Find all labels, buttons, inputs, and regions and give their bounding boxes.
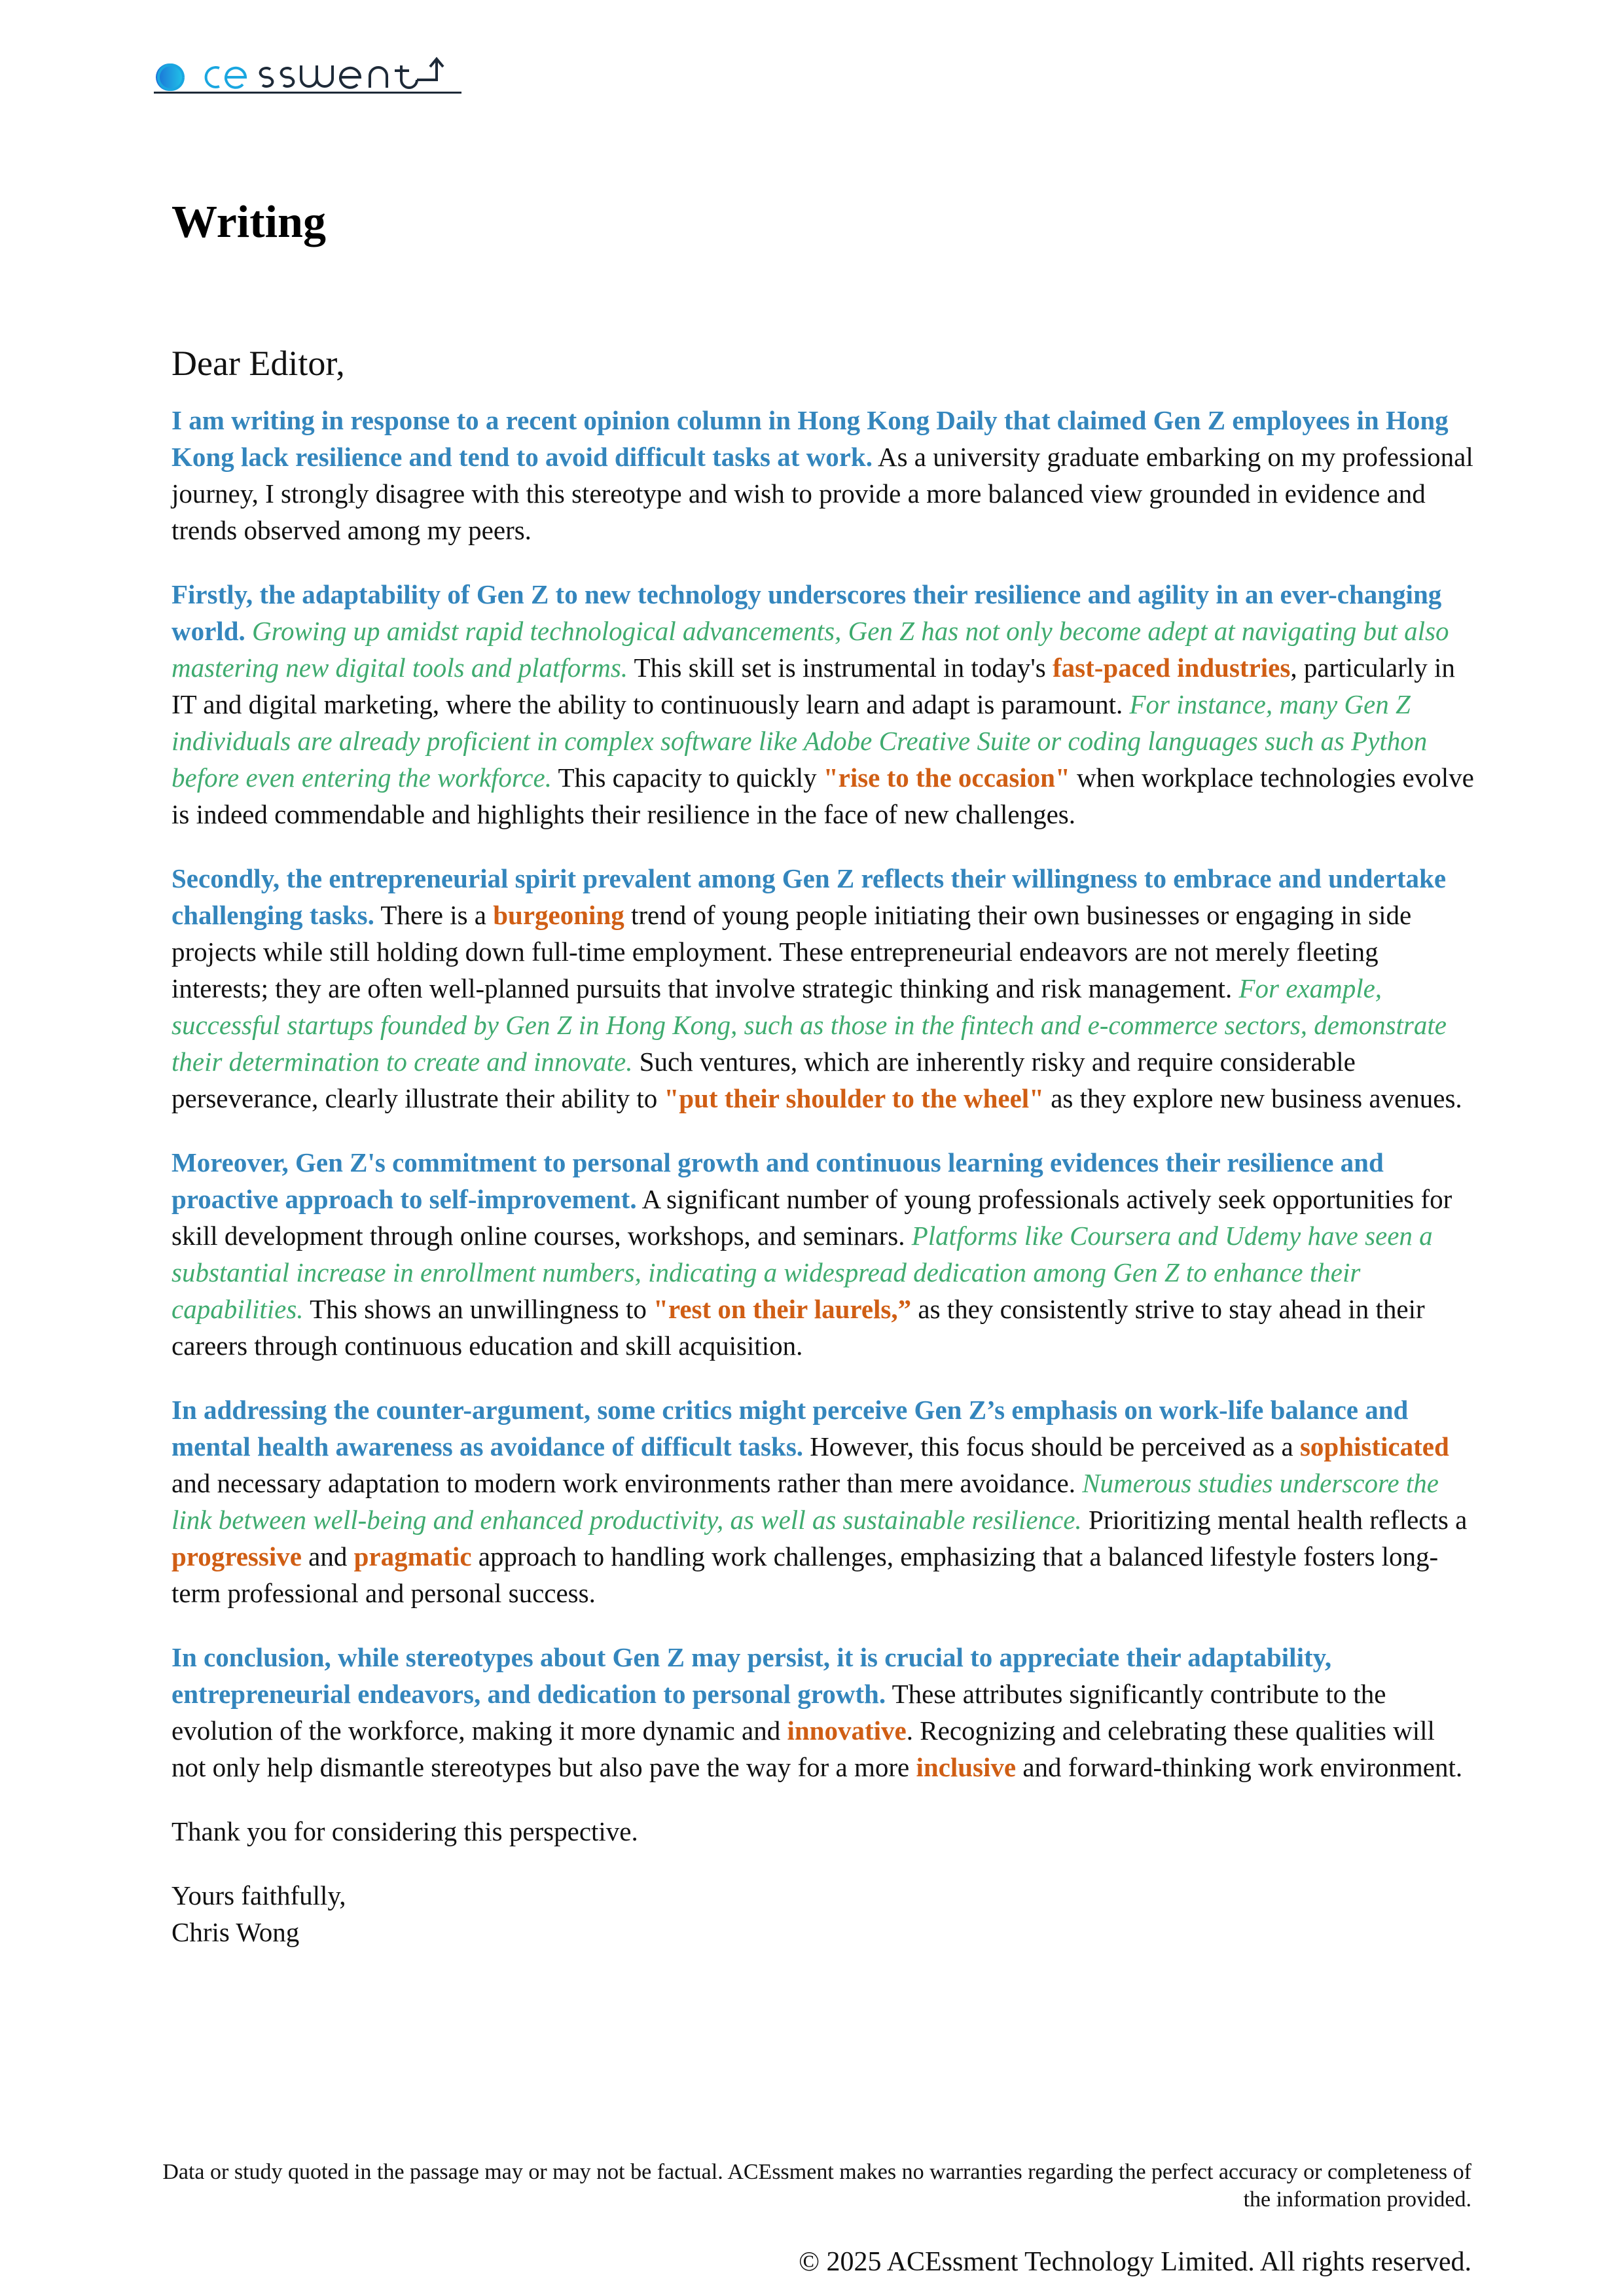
page-title: Writing — [171, 197, 326, 247]
letter-body — [171, 340, 1474, 1978]
vocab-highlight: progressive — [171, 1541, 302, 1571]
vocab-highlight: burgeoning — [493, 900, 624, 930]
example-sentence: For example, successful startups founded by Gen Z in Hong Kong, such as those in the fintech and e-commerce sectors, demonstrate their determination to create and innovate. — [171, 973, 1447, 1077]
topic-sentence: Moreover, Gen Z's commitment to personal growth and continuous learning evidences their resilience and proactive approach to self-improvement. — [171, 1147, 1384, 1214]
paragraph-entrepreneurship — [171, 860, 1474, 1117]
example-sentence: Growing up amidst rapid technological advancements, Gen Z has not only become adept at navigating but also mastering new digital tools and platforms. — [171, 616, 1449, 683]
body-text: approach to handling work challenges, emphasizing that a balanced lifestyle fosters long-term professional and personal success. — [171, 1541, 1439, 1608]
body-text: Prioritizing mental health reflects a — [1081, 1505, 1468, 1535]
topic-sentence: Firstly, the adaptability of Gen Z to new technology underscores their resilience and agility in an ever-changing world. — [171, 579, 1442, 646]
vocab-highlight: innovative — [787, 1715, 907, 1746]
body-text: and necessary adaptation to modern work environments rather than mere avoidance. — [171, 1468, 1075, 1498]
body-text: This shows an unwillingness to — [303, 1294, 654, 1324]
topic-sentence: I am writing in response to a recent opinion column in Hong Kong Daily that claimed Gen Z employees in Hong Kong lack resilience and tend to avoid difficult tasks at work. — [171, 405, 1449, 472]
vocab-highlight: fast-paced industries — [1053, 653, 1291, 683]
body-text: There is a — [374, 900, 494, 930]
thanks-line: Thank you for considering this perspective. — [171, 1816, 638, 1846]
body-text: , particularly in IT and digital marketing, where the ability to continuously learn and adapt is paramount. — [171, 653, 1455, 719]
topic-sentence: In addressing the counter-argument, some critics might perceive Gen Z’s emphasis on work-life balance and mental health awareness as avoidance of difficult tasks. — [171, 1395, 1409, 1462]
body-text: as they consistently strive to stay ahead in their careers through continuous education and skill acquisition. — [171, 1294, 1425, 1361]
sign-off-block — [171, 1877, 1474, 1950]
paragraph-conclusion — [171, 1639, 1474, 1785]
body-text: . Recognizing and celebrating these qualities will not only help dismantle stereotypes but also pave the way for a more — [171, 1715, 1435, 1782]
body-text: This capacity to quickly — [552, 762, 823, 793]
vocab-highlight: "put their shoulder to the wheel" — [664, 1083, 1044, 1113]
example-sentence: Numerous studies underscore the link between well-being and enhanced productivity, as well as sustainable resilience. — [171, 1468, 1439, 1535]
vocab-highlight: "rise to the occasion" — [823, 762, 1070, 793]
paragraph-counter-argument — [171, 1391, 1474, 1611]
vocab-highlight: sophisticated — [1299, 1431, 1449, 1462]
vocab-highlight: inclusive — [916, 1752, 1017, 1782]
body-text: As a university graduate embarking on my professional journey, I strongly disagree with this stereotype and wish to provide a more balanced view grounded in evidence and trends observed among my peers. — [171, 442, 1473, 545]
body-text: trend of young people initiating their own businesses or engaging in side projects while still holding down full-time employment. These entrepreneurial endeavors are not merely fleeting interests; they are often well-planned pursuits that involve strategic thinking and risk management. — [171, 900, 1412, 1003]
example-sentence: Platforms like Coursera and Udemy have seen a substantial increase in enrollment numbers, indicating a widespread dedication among Gen Z to enhance their capabilities. — [171, 1221, 1433, 1324]
vocab-highlight: pragmatic — [353, 1541, 472, 1571]
topic-sentence: Secondly, the entrepreneurial spirit prevalent among Gen Z reflects their willingness to embrace and undertake challenging tasks. — [171, 863, 1447, 930]
paragraph-technology — [171, 576, 1474, 833]
example-sentence: For instance, many Gen Z individuals are already proficient in complex software like Adobe Creative Suite or coding languages such as Python before even entering the workforce. — [171, 689, 1428, 793]
disclaimer: Data or study quoted in the passage may or may not be factual. ACEssment makes no warranties regarding the perfect accuracy or completeness of the information provided. — [162, 2160, 1471, 2212]
body-text: However, this focus should be perceived as a — [803, 1431, 1300, 1462]
sign-off: Yours faithfully, — [171, 1880, 346, 1910]
vocab-highlight: "rest on their laurels,” — [653, 1294, 912, 1324]
acessment-logo — [154, 51, 461, 98]
body-text: and — [301, 1541, 354, 1571]
body-text: as they explore new business avenues. — [1043, 1083, 1462, 1113]
paragraph-intro — [171, 402, 1474, 548]
body-text: This skill set is instrumental in today's — [628, 653, 1053, 683]
body-text: Such ventures, which are inherently risky and require considerable perseverance, clearly illustrate their ability to — [171, 1047, 1356, 1113]
signature: Chris Wong — [171, 1917, 300, 1947]
body-text: when workplace technologies evolve is indeed commendable and highlights their resilience in the face of new challenges. — [171, 762, 1474, 829]
salutation: Dear Editor, — [171, 344, 345, 383]
copyright: © 2025 ACEssment Technology Limited. All rights reserved. — [799, 2247, 1471, 2277]
body-text: A significant number of young professionals actively seek opportunities for skill development through online courses, workshops, and seminars. — [171, 1184, 1453, 1251]
paragraph-personal-growth — [171, 1144, 1474, 1364]
topic-sentence: In conclusion, while stereotypes about Gen Z may persist, it is crucial to appreciate their adaptability, entrepreneurial endeavors, and dedication to personal growth. — [171, 1642, 1332, 1709]
body-text: These attributes significantly contribute to the evolution of the workforce, making it more dynamic and — [171, 1679, 1386, 1746]
body-text: and forward-thinking work environment. — [1016, 1752, 1463, 1782]
